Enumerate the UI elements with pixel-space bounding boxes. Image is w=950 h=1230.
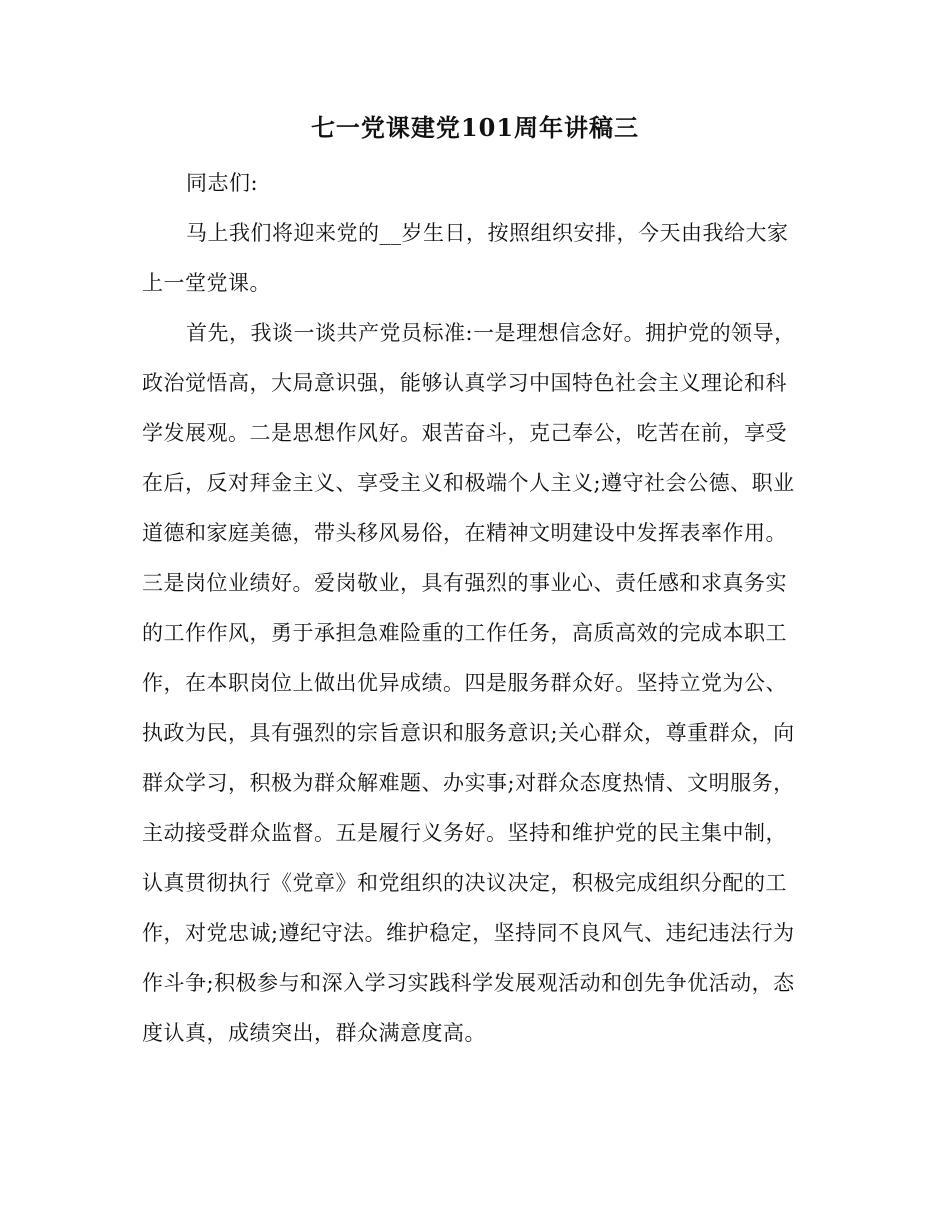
paragraph-line: 马上我们将迎来党的__岁生日，按照组织安排，今天由我给大家 bbox=[186, 221, 789, 245]
paragraph-line: 执政为民，具有强烈的宗旨意识和服务意识;关心群众，尊重群众，向 bbox=[142, 721, 795, 745]
paragraph-line: 主动接受群众监督。五是履行义务好。坚持和维护党的民主集中制， bbox=[142, 821, 787, 845]
paragraph-line: 作斗争;积极参与和深入学习实践科学发展观活动和创先争优活动，态 bbox=[142, 971, 795, 995]
paragraph-line: 作，对党忠诚;遵纪守法。维护稳定，坚持同不良风气、违纪违法行为 bbox=[142, 921, 795, 945]
paragraph-line: 学发展观。二是思想作风好。艰苦奋斗，克己奉公，吃苦在前，享受 bbox=[142, 421, 787, 445]
paragraph-line: 群众学习，积极为群众解难题、办实事;对群众态度热情、文明服务， bbox=[142, 771, 795, 795]
document-title: 七一党课建党101周年讲稿三 bbox=[310, 113, 640, 142]
salutation: 同志们: bbox=[186, 171, 259, 195]
paragraph-line: 作，在本职岗位上做出优异成绩。四是服务群众好。坚持立党为公、 bbox=[142, 671, 787, 695]
paragraph-line: 上一堂党课。 bbox=[142, 271, 271, 295]
paragraph-line: 在后，反对拜金主义、享受主义和极端个人主义;遵守社会公德、职业 bbox=[142, 471, 795, 495]
paragraph-line: 首先，我谈一谈共产党员标准:一是理想信念好。拥护党的领导， bbox=[186, 321, 796, 345]
paragraph-line: 政治觉悟高，大局意识强，能够认真学习中国特色社会主义理论和科 bbox=[142, 371, 787, 395]
paragraph-line: 认真贯彻执行《党章》和党组织的决议决定，积极完成组织分配的工 bbox=[142, 871, 787, 895]
paragraph-line: 三是岗位业绩好。爱岗敬业，具有强烈的事业心、责任感和求真务实 bbox=[142, 571, 787, 595]
paragraph-line: 度认真，成绩突出，群众满意度高。 bbox=[142, 1021, 486, 1045]
paragraph-line: 的工作作风，勇于承担急难险重的工作任务，高质高效的完成本职工 bbox=[142, 621, 787, 645]
paragraph-line: 道德和家庭美德，带头移风易俗，在精神文明建设中发挥表率作用。 bbox=[142, 521, 787, 545]
